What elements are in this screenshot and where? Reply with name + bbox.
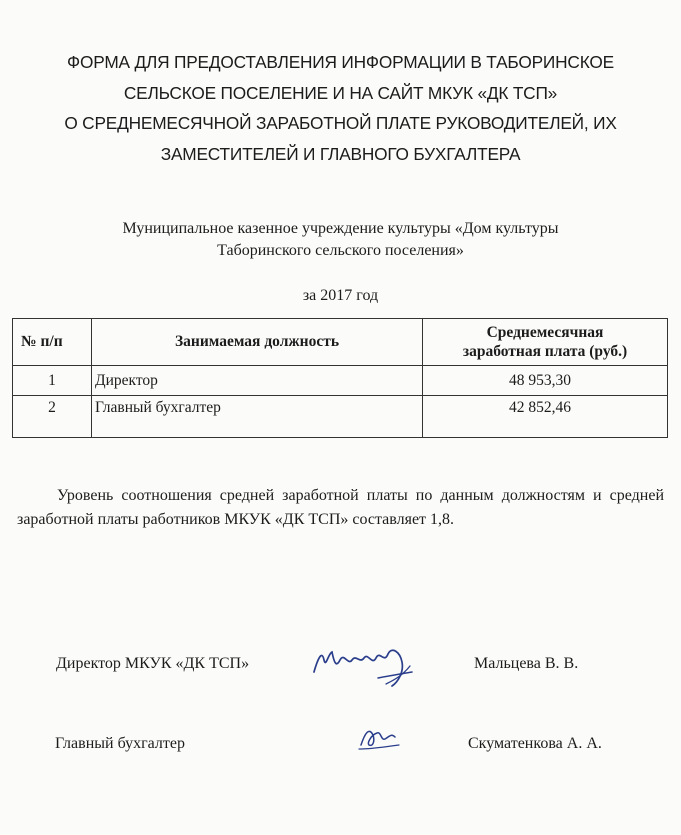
- director-name: Мальцева В. В.: [474, 655, 579, 672]
- header-salary-line-2: заработная плата (руб.): [462, 343, 628, 360]
- organization-name: [10, 218, 671, 262]
- header-salary: [423, 319, 668, 366]
- title-line-1: ФОРМА ДЛЯ ПРЕДОСТАВЛЕНИЯ ИНФОРМАЦИИ В ТАБОРИНСКОЕ: [67, 52, 614, 72]
- header-position: Занимаемая должность: [92, 319, 423, 366]
- row-number: 2: [13, 396, 92, 438]
- header-number: № п/п: [13, 319, 92, 366]
- row-salary: 42 852,46: [423, 396, 668, 438]
- table-header-row: [13, 319, 668, 366]
- accountant-name: Скуматенкова А. А.: [468, 735, 602, 752]
- table-row: [13, 396, 668, 438]
- row-salary: 48 953,30: [423, 366, 668, 396]
- director-signature: [306, 638, 426, 694]
- director-role: Директор МКУК «ДК ТСП»: [56, 655, 250, 672]
- organization-line-1: Муниципальное казенное учреждение культуры «Дом культуры: [122, 220, 559, 237]
- report-period: за 2017 год: [302, 287, 379, 304]
- accountant-signature: [355, 719, 415, 755]
- title-line-4: ЗАМЕСТИТЕЛЕЙ И ГЛАВНОГО БУХГАЛТЕРА: [160, 143, 521, 164]
- table-row: [13, 366, 668, 396]
- row-position: Главный бухгалтер: [92, 396, 423, 438]
- accountant-role: Главный бухгалтер: [55, 735, 185, 752]
- row-position: Директор: [92, 366, 423, 396]
- header-salary-line-1: Среднемесячная: [486, 324, 604, 341]
- row-number: 1: [13, 366, 92, 396]
- title-line-3: О СРЕДНЕМЕСЯЧНОЙ ЗАРАБОТНОЙ ПЛАТЕ РУКОВОДИТЕЛЕЙ, ИХ: [64, 113, 617, 133]
- salary-table: [12, 318, 668, 438]
- salary-ratio-paragraph: Уровень соотношения средней заработной платы по данным должностям и средней заработной платы работников МКУК «ДК ТСП» составляет 1,8.: [17, 487, 664, 528]
- organization-line-2: Таборинского сельского поселения»: [217, 242, 464, 259]
- title-line-2: СЕЛЬСКОЕ ПОСЕЛЕНИЕ И НА САЙТ МКУК «ДК ТСП»: [123, 82, 558, 103]
- document-title: [10, 47, 671, 169]
